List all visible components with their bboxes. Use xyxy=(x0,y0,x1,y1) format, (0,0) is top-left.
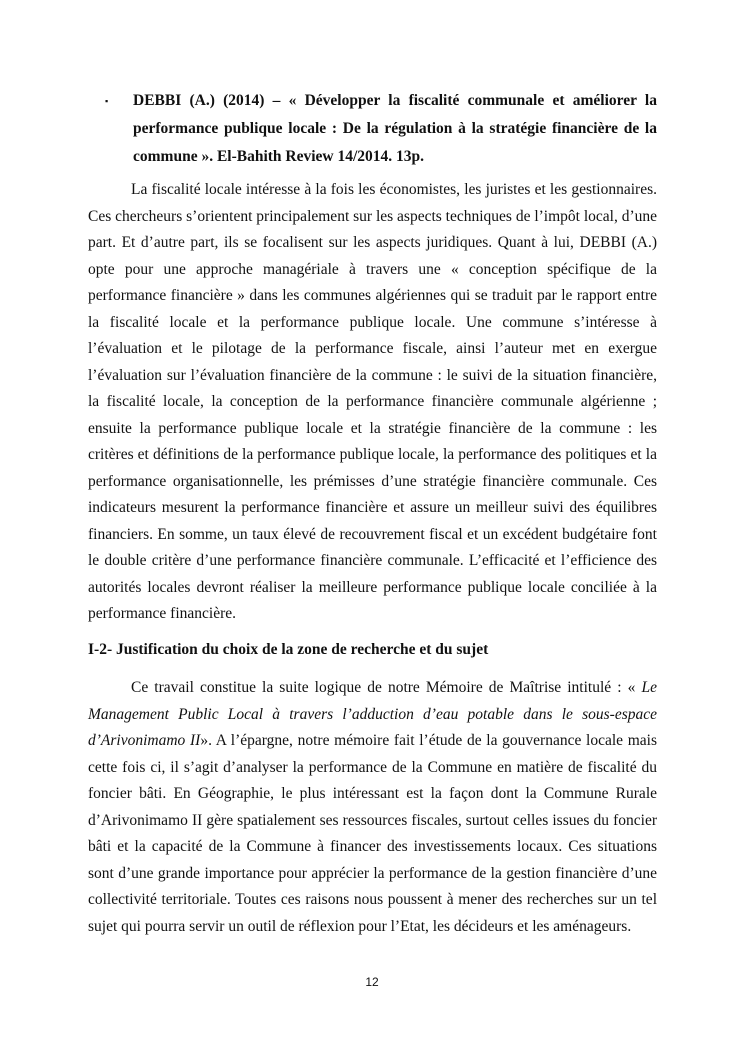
memoire-title: Le Management Public Local à travers l’adduction d’eau potable dans le sous-espace d’Arivonimamo II xyxy=(88,679,657,749)
page-number: 12 xyxy=(365,975,379,989)
square-bullet-icon: ▪ xyxy=(105,96,109,106)
paragraph-fiscalite-locale: La fiscalité locale intéresse à la fois les économistes, les juristes et les gestionnaires. Ces chercheurs s’orientent principalement sur les aspects techniques de l’impôt local, d’une part. Et d’autre part, ils se focalisent sur les aspects juridiques. Quant à lui, DEBBI (A.) opte pour une approche managériale à travers une « conception spécifique de la performance financière » dans les communes algériennes qui se traduit par le rapport entre la fiscalité locale et la performance publique locale. Une commune s’intéresse à l’évaluation et le pilotage de la performance fiscale, ainsi l’auteur met en exergue l’évaluation sur l’évaluation financière de la commune : le suivi de la situation financière, la fiscalité locale, la conception de la performance financière communale algérienne ; ensuite la performance publique locale et la stratégie financière de la commune : les critères et définitions de la performance publique locale, la performance des politiques et la performance organisationnelle, les prémisses d’une stratégie financière communale. Ces indicateurs mesurent la performance financière et assure un meilleur suivi des équilibres financiers. En somme, un taux élevé de recouvrement fiscal et un excédent budgétaire font le double critère d’une performance financière communale. L’efficacité et l’efficience des autorités locales devront réaliser la meilleure performance publique locale conciliée à la performance financière. xyxy=(88,181,658,622)
reference-text: DEBBI (A.) (2014) – « Développer la fiscalité communale et améliorer la performance publique locale : De la régulation à la stratégie financière de la commune ». El-Bahith Review 14/2014. 13p. xyxy=(133,92,657,165)
section-heading: I-2- Justification du choix de la zone de recherche et du sujet xyxy=(88,641,489,658)
paragraph-intro: Ce travail constitue la suite logique de notre Mémoire de Maîtrise intitulé : « xyxy=(131,679,642,696)
paragraph-justification xyxy=(88,675,657,940)
bibliography-reference xyxy=(105,87,657,171)
paragraph-rest: ». A l’épargne, notre mémoire fait l’étude de la gouvernance locale mais cette fois ci, il s’agit d’analyser la performance de la Commune en matière de fiscalité du foncier bâti. En Géographie, le plus intéressant est la façon dont la Commune Rurale d’Arivonimamo II gère spatialement ses ressources fiscales, surtout celles issues du foncier bâti et la capacité de la Commune à financer des investissements locaux. Ces situations sont d’une grande importance pour apprécier la performance de la gestion financière d’une collectivité territoriale. Toutes ces raisons nous poussent à mener des recherches sur un tel sujet qui pourra servir un outil de réflexion pour l’Etat, les décideurs et les aménageurs. xyxy=(88,732,657,935)
